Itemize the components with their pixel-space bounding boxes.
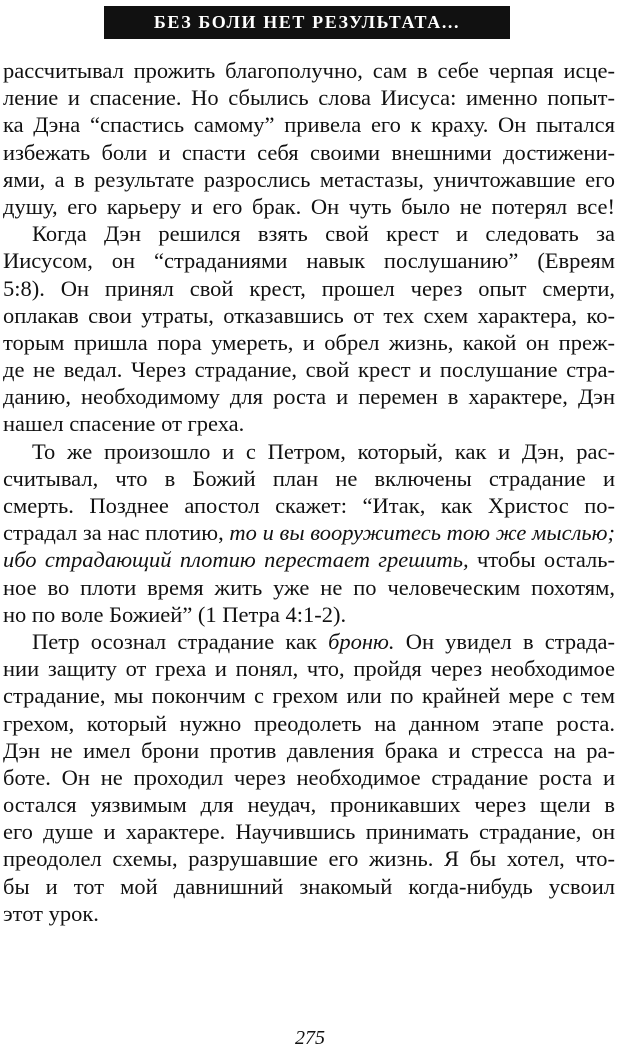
scripture-quote-italic: то и вы вооружитесь тою же мыслью; [229, 520, 615, 546]
page-number: 275 [295, 1027, 325, 1049]
text-line: нии защиту от греха и понял, что, пройдя через необходимое [3, 656, 615, 682]
text-run: Петр осознал страдание как [32, 628, 329, 654]
text-line: 5:8). Он принял свой крест, прошел через опыт смерти, [3, 275, 615, 301]
text-line: его душе и характере. Научившись принимать страдание, он [3, 819, 615, 845]
text-line: Когда Дэн решился взять свой крест и следовать за [32, 221, 615, 247]
text-line: преодолел схемы, разрушавшие его жизнь. Я бы хотел, что- [3, 846, 615, 872]
text-line-mixed [3, 519, 615, 546]
text-line: ление и спасение. Но сбылись слова Иисуса: именно попыт- [3, 85, 615, 111]
text-run: чтобы осталь- [468, 547, 615, 573]
emphasis-word: броню. [328, 628, 395, 654]
text-line: остался уязвимым для неудач, проникавших через щели в [3, 792, 615, 818]
paragraph-2 [3, 220, 615, 438]
text-line: ями, а в результате разрослись метастазы, уничтожавшие его [3, 166, 615, 192]
text-line: боте. Он не проходил через необходимое страдание роста и [3, 764, 615, 790]
text-line: оплакав свои утраты, отказавшись от тех схем характера, ко- [3, 302, 615, 328]
text-line: грехом, который нужно преодолеть на данном этапе роста. [3, 710, 615, 736]
text-line: Иисусом, он “страданиями навык послушанию” (Евреям [3, 248, 615, 274]
text-line-mixed [3, 628, 615, 655]
text-line: торым пришла пора умереть, и обрел жизнь, какой он преж- [3, 329, 615, 355]
text-line: страдание, мы покончим с грехом или по крайней мере с тем [3, 683, 615, 709]
text-line: данию, необходимому для роста и перемен в характере, Дэн [3, 384, 615, 410]
text-line: бы и тот мой давнишний знакомый когда-нибудь усвоил [3, 873, 615, 899]
text-line: душу, его карьеру и его брак. Он чуть было не потерял все! [3, 193, 615, 219]
text-line: То же произошло и с Петром, который, как и Дэн, рас- [32, 438, 615, 464]
text-run: страдал за нас плотию, [3, 520, 230, 546]
text-line: де не ведал. Через страдание, свой крест и послушание стра- [3, 357, 615, 383]
text-line: избежать боли и спасти себя своими внешними достижени- [3, 139, 615, 165]
text-line: нашел спасение от греха. [3, 411, 245, 437]
text-line: рассчитывал прожить благополучно, сам в себе черпая исце- [3, 58, 615, 83]
running-header-title: БЕЗ БОЛИ НЕТ РЕЗУЛЬТАТА... [153, 12, 461, 32]
text-run: Он увидел в страда- [394, 628, 616, 654]
paragraph-1 [3, 57, 615, 220]
scripture-quote-italic: ибо страдающий плотию перестает грешить, [3, 547, 469, 573]
text-line: смерть. Позднее апостол скажет: “Итак, как Христос по- [3, 493, 615, 518]
text-line: ное во плоти время жить уже не по человеческим похотям, [3, 574, 615, 600]
paragraph-3 [3, 438, 615, 628]
body-text [3, 57, 615, 927]
text-line: этот урок. [3, 900, 99, 926]
text-line: ка Дэна “спастись самому” привела его к краху. Он пытался [3, 112, 615, 138]
running-header [104, 6, 510, 39]
text-line-mixed [3, 546, 615, 573]
text-line: считывал, что в Божий план не включены страдание и [3, 465, 615, 491]
paragraph-4 [3, 628, 615, 927]
text-line: Дэн не имел брони против давления брака и стресса на ра- [3, 737, 615, 763]
text-line: но по воле Божией” (1 Петра 4:1-2). [3, 601, 347, 627]
